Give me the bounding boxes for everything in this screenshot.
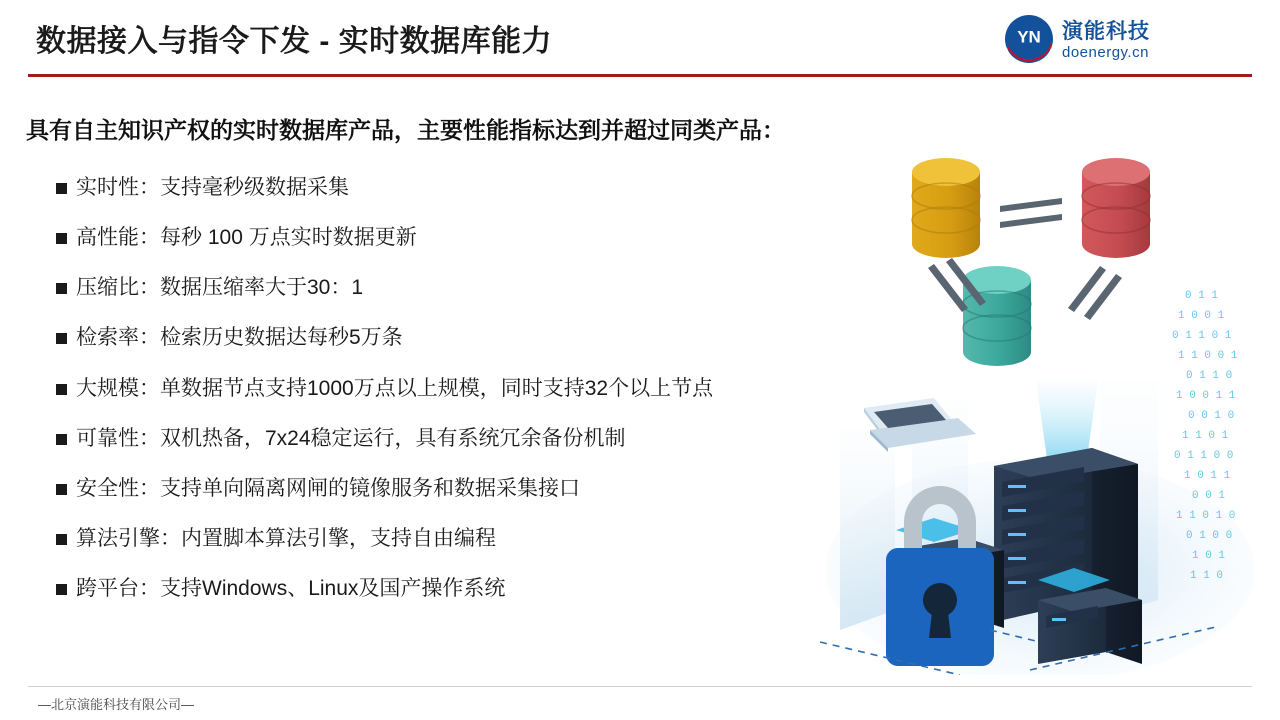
square-bullet-icon — [56, 584, 67, 595]
logo-name-cn: 演能科技 — [1062, 20, 1150, 43]
database-cylinder-red — [1082, 158, 1150, 258]
list-item-label: 可靠性： — [76, 426, 160, 450]
list-item-label: 压缩比： — [76, 276, 160, 300]
svg-text:1 0 0 1: 1 0 0 1 — [1178, 310, 1225, 322]
svg-text:0 1 1 0 1: 0 1 1 0 1 — [1172, 330, 1232, 342]
square-bullet-icon — [56, 484, 67, 495]
svg-text:1 1 0: 1 1 0 — [1190, 570, 1224, 582]
list-item — [56, 527, 846, 551]
list-item-label: 跨平台： — [76, 577, 160, 601]
list-item-label: 大规模： — [76, 376, 160, 400]
database-cylinder-yellow — [912, 158, 980, 258]
list-item-label: 检索率： — [76, 326, 160, 350]
list-item — [56, 577, 846, 601]
list-item — [56, 326, 846, 350]
square-bullet-icon — [56, 333, 67, 344]
list-item — [56, 176, 846, 200]
svg-text:0 0 1: 0 0 1 — [1192, 490, 1226, 502]
svg-text:1 0 1: 1 0 1 — [1192, 550, 1226, 562]
square-bullet-icon — [56, 233, 67, 244]
list-item-label: 高性能： — [76, 226, 160, 250]
svg-text:0 0 1 0: 0 0 1 0 — [1188, 410, 1235, 422]
list-item-text: 单数据节点支持1000万点以上规模，同时支持32个以上节点 — [160, 376, 714, 400]
slide-header — [0, 0, 1280, 76]
header-divider — [28, 74, 1252, 77]
logo-name-en: doenergy.cn — [1062, 44, 1149, 61]
list-item-text: 双机热备，7x24稳定运行，具有系统冗余备份机制 — [160, 426, 626, 450]
company-logo — [1004, 12, 1244, 68]
svg-text:1 0 0 1 1: 1 0 0 1 1 — [1176, 390, 1236, 402]
list-item-text: 数据压缩率大于30：1 — [160, 276, 364, 300]
list-item-text: 每秒 100 万点实时数据更新 — [160, 226, 417, 250]
yn-logo-icon — [1004, 14, 1054, 64]
svg-text:0 1 1 0 0: 0 1 1 0 0 — [1174, 450, 1234, 462]
realtime-database-infrastructure-illustration — [800, 130, 1270, 675]
feature-list — [56, 176, 846, 627]
list-item — [56, 427, 846, 451]
svg-text:YN: YN — [1017, 27, 1041, 47]
square-bullet-icon — [56, 283, 67, 294]
lead-statement: 具有自主知识产权的实时数据库产品，主要性能指标达到并超过同类产品： — [26, 117, 785, 143]
svg-text:1 0 1 1: 1 0 1 1 — [1184, 470, 1231, 482]
footer-company: —北京演能科技有限公司— — [38, 697, 195, 712]
list-item-text: 内置脚本算法引擎，支持自由编程 — [181, 526, 496, 550]
square-bullet-icon — [56, 183, 67, 194]
square-bullet-icon — [56, 434, 67, 445]
list-item — [56, 276, 846, 300]
list-item-text: 支持单向隔离网闸的镜像服务和数据采集接口 — [160, 476, 580, 500]
list-item-text: 检索历史数据达每秒5万条 — [160, 326, 403, 350]
list-item-label: 算法引擎： — [76, 526, 181, 550]
svg-text:0 1 1: 0 1 1 — [1185, 290, 1219, 302]
square-bullet-icon — [56, 534, 67, 545]
square-bullet-icon — [56, 384, 67, 395]
page-title: 数据接入与指令下发 - 实时数据库能力 — [36, 25, 553, 58]
list-item-label: 实时性： — [76, 176, 160, 199]
svg-text:1 1 0 0 1: 1 1 0 0 1 — [1178, 350, 1238, 362]
svg-text:1 1 0 1: 1 1 0 1 — [1182, 430, 1229, 442]
svg-text:0 1 1 0: 0 1 1 0 — [1186, 370, 1233, 382]
footer-divider — [28, 686, 1252, 687]
svg-text:1 1 0 1 0: 1 1 0 1 0 — [1176, 510, 1236, 522]
list-item-text: 支持Windows、Linux及国产操作系统 — [160, 577, 506, 601]
database-cylinder-teal — [963, 266, 1031, 366]
list-item — [56, 226, 846, 250]
list-item-text: 支持毫秒级数据采集 — [160, 176, 349, 199]
svg-text:0 1 0 0: 0 1 0 0 — [1186, 530, 1233, 542]
list-item-label: 安全性： — [76, 476, 160, 500]
list-item — [56, 377, 846, 401]
list-item — [56, 477, 846, 501]
